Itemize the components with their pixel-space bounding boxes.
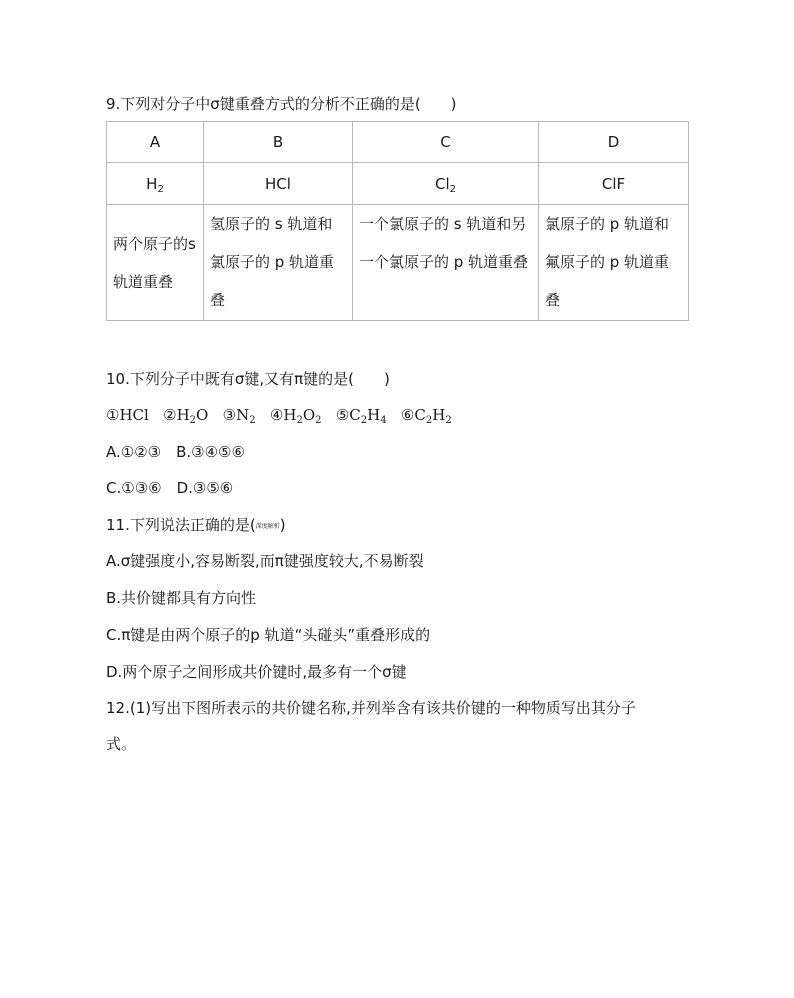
q11-option-d: D.两个原子之间形成共价键时,最多有一个σ键 <box>106 663 407 681</box>
description-cell-a: 两个原子的s 轨道重叠 <box>107 205 204 321</box>
q11-option-a: A.σ键强度小,容易断裂,而π键强度较大,不易断裂 <box>106 552 424 570</box>
table-row <box>107 122 689 163</box>
molecule-cell-b: HCl <box>204 163 353 205</box>
header-cell-c: C <box>353 122 539 163</box>
header-cell-d: D <box>539 122 689 163</box>
q10-item-4: $④H_2O_2$ <box>269 406 322 426</box>
description-cell-c: 一个氯原子的 s 轨道和另一个氯原子的 p 轨道重叠 <box>353 205 539 321</box>
q9-stem: 9.下列对分子中σ键重叠方式的分析不正确的是( ) <box>106 95 457 113</box>
q12-stem-line2: 式。 <box>106 735 137 753</box>
table-row <box>107 205 689 321</box>
q11-option-b: B.共价键都具有方向性 <box>106 589 257 607</box>
description-cell-d: 氯原子的 p 轨道和氟原子的 p 轨道重叠 <box>539 205 689 321</box>
q10-item-2: $②H_2O$ <box>163 406 209 426</box>
q10-item-5: $⑤C_2H_4$ <box>335 406 387 426</box>
q10-item-6: $⑥C_2H_2$ <box>400 406 452 426</box>
molecule-cell-d: ClF <box>539 163 689 205</box>
q10-stem: 10.下列分子中既有σ键,又有π键的是( ) <box>106 370 390 388</box>
molecule-cell-c: $Cl_2$ <box>353 163 539 205</box>
q10-item-1: ①HCl <box>106 406 149 424</box>
q10-item-list <box>106 405 452 425</box>
description-cell-b: 氢原子的 s 轨道和氯原子的 p 轨道重叠 <box>204 205 353 321</box>
q10-options-cd: C.①③⑥ D.③⑤⑥ <box>106 479 234 497</box>
header-cell-b: B <box>204 122 353 163</box>
q11-stem: 11.下列说法正确的是(深度解析) <box>106 516 286 534</box>
molecule-cell-a: $H_2$ <box>107 163 204 205</box>
q9-table <box>106 121 689 321</box>
q11-option-c: C.π键是由两个原子的p 轨道“头碰头”重叠形成的 <box>106 626 431 644</box>
analysis-note: 深度解析 <box>255 523 280 530</box>
q10-options-ab: A.①②③ B.③④⑤⑥ <box>106 443 245 461</box>
header-cell-a: A <box>107 122 204 163</box>
q10-item-3: $③N_2$ <box>222 406 256 426</box>
table-row <box>107 163 689 205</box>
q12-stem-line1: 12.(1)写出下图所表示的共价键名称,并列举含有该共价键的一种物质写出其分子 <box>106 699 636 717</box>
